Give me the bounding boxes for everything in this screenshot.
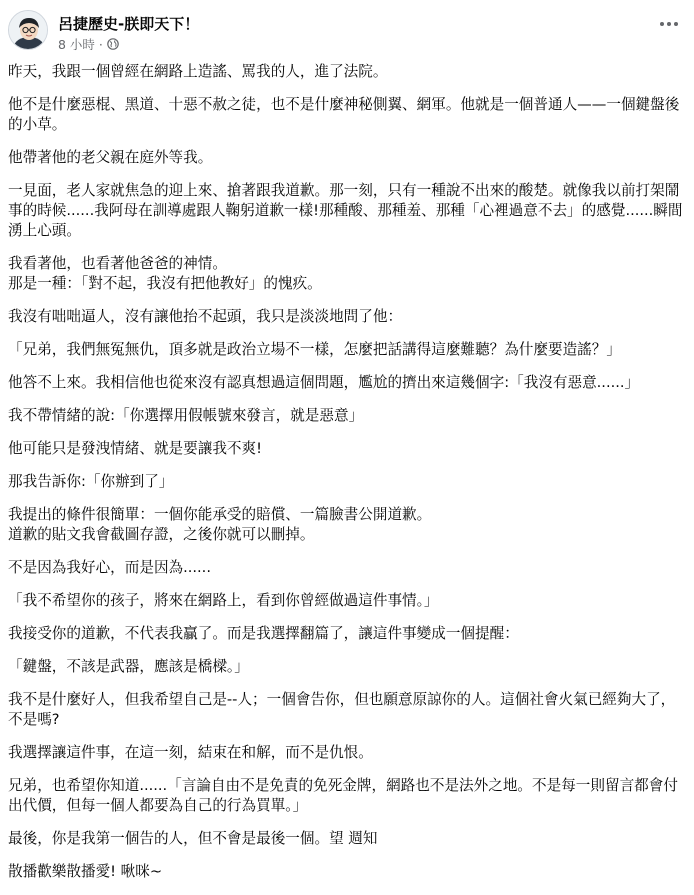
post-paragraph: [8, 254, 688, 294]
post-paragraph-line: 道歉的貼文我會截圖存證，之後你就可以刪掉。: [8, 526, 315, 543]
more-horizontal-icon[interactable]: [656, 14, 682, 34]
post-paragraph-line: 我不帶情緒的說:「你選擇用假帳號來發言，就是惡意」: [8, 407, 364, 424]
post-paragraph: [8, 505, 688, 545]
post-paragraph: [8, 862, 688, 882]
post-paragraph: [8, 373, 688, 393]
post-paragraph: [8, 95, 688, 135]
post-header: [0, 0, 694, 60]
post-paragraph: [8, 558, 688, 578]
post-body: [8, 62, 688, 895]
author-name[interactable]: 呂捷歷史-朕即天下！: [58, 15, 200, 33]
avatar-illustration-icon: [9, 11, 48, 50]
post-paragraph-line: 我選擇讓這件事，在這一刻，結束在和解，而不是仇恨。: [8, 744, 373, 761]
author-avatar[interactable]: [8, 10, 48, 50]
post-paragraph: [8, 657, 688, 677]
post-paragraph-line: 最後，你是我第一個告的人，但不會是最後一個。望 週知: [8, 830, 378, 847]
post-paragraph-line: 他不是什麼惡棍、黑道、十惡不赦之徒，也不是什麼神秘側翼、網軍。他就是一個普通人——一個鍵盤後的小草。: [8, 96, 680, 133]
post-paragraph: [8, 690, 688, 730]
post-paragraph-line: 他答不上來。我相信他也從來沒有認真想過這個問題，尷尬的擠出來這幾個字:「我沒有惡意......」: [8, 374, 640, 391]
post-paragraph-line: 我接受你的道歉，不代表我贏了。而是我選擇翻篇了，讓這件事變成一個提醒：: [8, 625, 519, 642]
post-paragraph: [8, 743, 688, 763]
globe-icon[interactable]: [107, 38, 119, 50]
post-paragraph: [8, 776, 688, 816]
post-paragraph: [8, 829, 688, 849]
post-paragraph-line: 我提出的條件很簡單：一個你能承受的賠償、一篇臉書公開道歉。: [8, 506, 432, 523]
post-paragraph-line: 兄弟，也希望你知道......「言論自由不是免責的免死金牌，網路也不是法外之地。不是每一則留言都會付出代價，但每一個人都要為自己的行為買單。」: [8, 777, 678, 814]
post-meta: [58, 35, 119, 53]
post-paragraph-line: 「我不希望你的孩子，將來在網路上，看到你曾經做過這件事情。」: [8, 592, 439, 609]
post-paragraph: [8, 62, 688, 82]
post-paragraph: [8, 472, 688, 492]
post-paragraph-line: 那我告訴你:「你辦到了」: [8, 473, 174, 490]
post-paragraph-line: 一見面，老人家就焦急的迎上來、搶著跟我道歉。那一刻，只有一種說不出來的酸楚。就像我以前打架鬧事的時候......我阿母在訓導處跟人鞠躬道歉一樣!那種酸、那種羞、那種「心裡過意不去」的感覺......瞬間湧上心頭。: [8, 182, 683, 239]
post-time[interactable]: 8 小時 ·: [58, 37, 103, 52]
post-paragraph: [8, 624, 688, 644]
post-paragraph: [8, 439, 688, 459]
post-paragraph-line: 他帶著他的老父親在庭外等我。: [8, 149, 213, 166]
post-paragraph-line: 那是一種：「對不起，我沒有把他教好」的愧疚。: [8, 275, 322, 292]
post-paragraph-line: 「鍵盤，不該是武器，應該是橋樑。」: [8, 658, 249, 675]
post-paragraph-line: 散播歡樂散播愛! 啾咪~: [8, 863, 163, 880]
post-paragraph: [8, 340, 688, 360]
post-paragraph: [8, 591, 688, 611]
post-paragraph-line: 昨天，我跟一個曾經在網路上造謠、罵我的人，進了法院。: [8, 63, 388, 80]
post-paragraph-line: 我看著他，也看著他爸爸的神情。: [8, 255, 227, 272]
post-paragraph: [8, 181, 688, 241]
post-paragraph: [8, 307, 688, 327]
post-paragraph: [8, 406, 688, 426]
post-paragraph: [8, 148, 688, 168]
post-paragraph-line: 「兄弟，我們無冤無仇，頂多就是政治立場不一樣，怎麼把話講得這麼難聽？為什麼要造謠？」: [8, 341, 621, 358]
post-paragraph-line: 他可能只是發洩情緒、就是要讓我不爽!: [8, 440, 262, 457]
post-paragraph-line: 我沒有咄咄逼人，沒有讓他抬不起頭，我只是淡淡地問了他：: [8, 308, 403, 325]
post-paragraph-line: 不是因為我好心，而是因為......: [8, 559, 211, 576]
post-paragraph-line: 我不是什麼好人，但我希望自己是--人；一個會告你，但也願意原諒你的人。這個社會火氣已經夠大了，不是嗎?: [8, 691, 676, 728]
